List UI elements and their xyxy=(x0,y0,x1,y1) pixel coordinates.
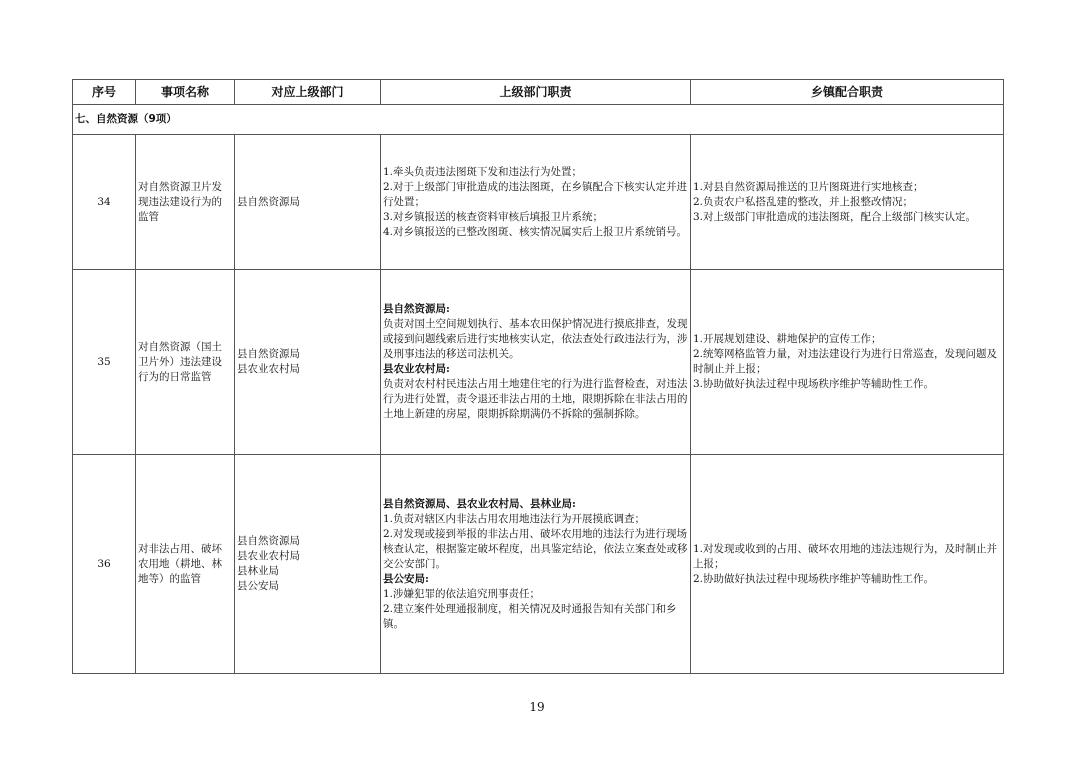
table-row xyxy=(73,455,1004,674)
row-town-duty xyxy=(691,270,1004,455)
town-duty-line: 1.对发现或收到的占用、破坏农用地的违法违规行为，及时制止并上报； xyxy=(693,542,998,570)
row-seq: 35 xyxy=(73,270,136,455)
duty-subheading: 县农业农村局: xyxy=(383,363,450,375)
row-seq: 34 xyxy=(73,135,136,270)
town-duty-line: 1.对县自然资源局推送的卫片图斑进行实地核查； xyxy=(693,180,924,193)
town-duty-line: 2.负责农户私搭乱建的整改，并上报整改情况； xyxy=(693,195,914,208)
town-duty-line: 1.开展规划建设、耕地保护的宣传工作； xyxy=(693,333,882,345)
duty-subheading: 县自然资源局: xyxy=(383,303,450,315)
duty-line: 2.建立案件处理通报制度，相关情况及时通报告知有关部门和乡镇。 xyxy=(383,602,677,630)
row-item-name: 对自然资源卫片发现违法建设行为的监管 xyxy=(136,135,235,270)
row-town-duty xyxy=(691,455,1004,674)
dept-line: 县农业农村局 xyxy=(237,363,300,375)
row-upper-duty xyxy=(381,270,691,455)
duty-line: 2.对于上级部门审批造成的违法图斑，在乡镇配合下核实认定并进行处置； xyxy=(383,180,688,208)
duty-subheading: 县公安局: xyxy=(383,572,429,585)
row-item-name: 对自然资源（国土卫片外）违法建设行为的日常监管 xyxy=(136,270,235,455)
header-upper-duty: 上级部门职责 xyxy=(381,80,691,105)
dept-line: 县林业局 xyxy=(237,565,279,577)
dept-line: 县自然资源局 xyxy=(237,348,300,360)
dept-line: 县农业农村局 xyxy=(237,550,300,562)
duty-subheading: 县自然资源局、县农业农村局、县林业局: xyxy=(383,497,576,510)
section-title: 七、自然资源（9项） xyxy=(73,105,1004,135)
town-duty-line: 2.统筹网格监管力量，对违法建设行为进行日常巡查，发现问题及时制止并上报； xyxy=(693,348,998,375)
duty-line: 1.负责对辖区内非法占用农用地违法行为开展摸底调查； xyxy=(383,512,646,525)
row-upper-dept xyxy=(235,455,381,674)
header-seq: 序号 xyxy=(73,80,136,105)
header-item-name: 事项名称 xyxy=(136,80,235,105)
header-town-duty: 乡镇配合职责 xyxy=(691,80,1004,105)
header-upper-dept: 对应上级部门 xyxy=(235,80,381,105)
town-duty-line: 3.对上级部门审批造成的违法图斑，配合上级部门核实认定。 xyxy=(693,210,977,223)
row-upper-dept xyxy=(235,135,381,270)
row-seq: 36 xyxy=(73,455,136,674)
row-upper-duty xyxy=(381,455,691,674)
section-row xyxy=(73,105,1004,135)
duty-line: 4.对乡镇报送的已整改图斑、核实情况属实后上报卫片系统销号。 xyxy=(383,225,688,238)
town-duty-line: 3.协助做好执法过程中现场秩序维护等辅助性工作。 xyxy=(693,378,935,390)
row-upper-duty xyxy=(381,135,691,270)
duty-line: 2.对发现或接到举报的非法占用、破坏农用地的违法行为进行现场核查认定，根据鉴定破坏程度，出具鉴定结论，依法立案查处或移交公安部门。 xyxy=(383,527,688,570)
duty-line: 3.对乡镇报送的核查资料审核后填报卫片系统； xyxy=(383,210,604,223)
town-duty-line: 2.协助做好执法过程中现场秩序维护等辅助性工作。 xyxy=(693,572,935,585)
dept-line: 县公安局 xyxy=(237,580,279,592)
duty-line: 负责对国土空间规划执行、基本农田保护情况进行摸底排查，发现或接到问题线索后进行实地核实认定，依法查处行政违法行为，涉及刑事违法的移送司法机关。 xyxy=(383,318,688,360)
header-row xyxy=(73,80,1004,105)
row-item-name: 对非法占用、破坏农用地（耕地、林地等）的监管 xyxy=(136,455,235,674)
duty-line: 负责对农村村民违法占用土地建住宅的行为进行监督检查，对违法行为进行处置，责令退还非法占用的土地，限期拆除在非法占用的土地上新建的房屋，限期拆除期满仍不拆除的强制拆除。 xyxy=(383,378,688,420)
dept-line: 县自然资源局 xyxy=(237,535,300,547)
row-town-duty xyxy=(691,135,1004,270)
duty-table xyxy=(72,79,1004,674)
duty-line: 1.牵头负责违法图斑下发和违法行为处置； xyxy=(383,165,583,178)
dept-line: 县自然资源局 xyxy=(237,195,300,208)
duty-line: 1.涉嫌犯罪的依法追究刑事责任； xyxy=(383,587,541,600)
table-row xyxy=(73,135,1004,270)
page-number: 19 xyxy=(529,700,545,714)
table-row xyxy=(73,270,1004,455)
row-upper-dept xyxy=(235,270,381,455)
